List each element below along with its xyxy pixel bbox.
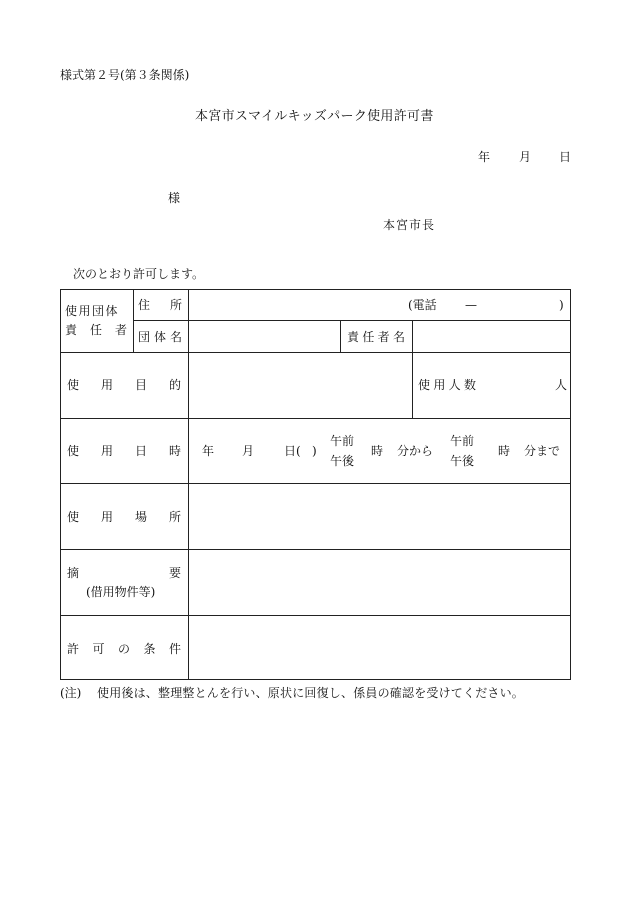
date-day-label: 日 bbox=[559, 150, 572, 164]
row-divider-purpose bbox=[60, 418, 571, 419]
label-char: 使 bbox=[67, 378, 80, 392]
people-unit: 人 bbox=[555, 378, 568, 392]
page-title: 本宮市スマイルキッズパーク使用許可書 bbox=[195, 109, 434, 124]
dt-year: 年 bbox=[202, 444, 215, 458]
label-char: 責 bbox=[347, 330, 360, 344]
label-char: 任 bbox=[362, 330, 375, 344]
label-char: 者 bbox=[377, 330, 390, 344]
address-field[interactable] bbox=[195, 296, 395, 314]
row-divider-summary bbox=[60, 615, 571, 616]
am-label-start[interactable]: 午前 bbox=[330, 434, 355, 448]
label-char: 使 bbox=[67, 444, 80, 458]
group-leader-label-2 bbox=[65, 323, 127, 337]
phone-close: ) bbox=[559, 298, 564, 312]
label-char: 日 bbox=[134, 444, 147, 458]
address-label bbox=[138, 298, 182, 312]
hour-end: 時 bbox=[498, 444, 511, 458]
label-char: 数 bbox=[463, 378, 476, 392]
group-leader-label-1: 使用団体 bbox=[65, 304, 120, 318]
note-text: 使用後は、整理整とんを行い、原状に回復し、係員の確認を受けてください。 bbox=[97, 686, 525, 700]
purpose-field[interactable] bbox=[195, 360, 405, 412]
date-month-label: 月 bbox=[519, 150, 532, 164]
conditions-field[interactable] bbox=[195, 622, 565, 674]
dt-month: 月 bbox=[242, 444, 255, 458]
people-count-divider bbox=[412, 352, 413, 418]
label-char: 者 bbox=[114, 323, 127, 337]
label-char: 条 bbox=[143, 642, 156, 656]
label-char: の bbox=[117, 642, 130, 656]
label-char: 用 bbox=[100, 510, 113, 524]
place-field[interactable] bbox=[195, 490, 565, 542]
row-divider-group bbox=[60, 352, 571, 353]
label-char: 所 bbox=[168, 510, 181, 524]
form-number: 様式第２号(第３条関係) bbox=[60, 68, 190, 82]
purpose-label bbox=[67, 378, 181, 392]
phone-dash: — bbox=[465, 298, 477, 312]
pm-label-start[interactable]: 午後 bbox=[330, 454, 355, 468]
pm-label-end[interactable]: 午後 bbox=[450, 454, 475, 468]
place-label bbox=[67, 510, 181, 524]
group-name-label bbox=[138, 330, 182, 344]
label-char: 責 bbox=[65, 323, 78, 337]
label-char: 名 bbox=[392, 330, 405, 344]
dt-day: 日( bbox=[284, 444, 301, 458]
leader-sub-divider bbox=[133, 289, 134, 352]
label-char: 団 bbox=[138, 330, 151, 344]
phone-open: (電話 bbox=[408, 298, 437, 312]
label-char: 場 bbox=[134, 510, 147, 524]
label-char: 使 bbox=[67, 510, 80, 524]
hour-start: 時 bbox=[371, 444, 384, 458]
label-char: 摘 bbox=[67, 566, 80, 580]
addressee-suffix: 様 bbox=[168, 191, 181, 205]
note-label: (注) bbox=[60, 686, 82, 700]
minute-to: 分まで bbox=[524, 444, 561, 458]
intro-text: 次のとおり許可します。 bbox=[73, 267, 205, 281]
issuer-name: 本宮市長 bbox=[383, 218, 436, 232]
label-char: 用 bbox=[433, 378, 446, 392]
dt-paren-close: ) bbox=[312, 444, 317, 458]
conditions-label bbox=[67, 642, 181, 656]
label-char: 使 bbox=[418, 378, 431, 392]
label-column-divider bbox=[188, 289, 189, 680]
label-char: 用 bbox=[100, 378, 113, 392]
group-name-divider bbox=[340, 320, 341, 352]
row-divider-place bbox=[60, 549, 571, 550]
label-char: 目 bbox=[134, 378, 147, 392]
leader-name-field[interactable] bbox=[418, 326, 566, 348]
am-label-end[interactable]: 午前 bbox=[450, 434, 475, 448]
date-year-label: 年 bbox=[478, 150, 491, 164]
people-count-label bbox=[418, 378, 476, 392]
label-char: 名 bbox=[169, 330, 182, 344]
summary-label bbox=[67, 566, 181, 580]
label-char: 用 bbox=[100, 444, 113, 458]
datetime-label bbox=[67, 444, 181, 458]
leader-name-divider bbox=[412, 320, 413, 352]
summary-sub-label: (借用物件等) bbox=[86, 585, 156, 599]
label-char: 許 bbox=[67, 642, 80, 656]
label-char: 任 bbox=[89, 323, 102, 337]
row-divider-datetime bbox=[60, 483, 571, 484]
leader-name-label bbox=[347, 330, 405, 344]
row-divider-address bbox=[133, 320, 571, 321]
label-char: 住 bbox=[138, 298, 151, 312]
label-char: 要 bbox=[168, 566, 181, 580]
minute-from: 分から bbox=[397, 444, 434, 458]
label-char: 所 bbox=[169, 298, 182, 312]
label-char: 的 bbox=[168, 378, 181, 392]
label-char: 件 bbox=[168, 642, 181, 656]
label-char: 可 bbox=[92, 642, 105, 656]
label-char: 人 bbox=[448, 378, 461, 392]
summary-field[interactable] bbox=[195, 556, 565, 608]
group-name-field[interactable] bbox=[195, 326, 335, 348]
label-char: 時 bbox=[168, 444, 181, 458]
label-char: 体 bbox=[153, 330, 166, 344]
people-count-field[interactable] bbox=[480, 370, 550, 398]
